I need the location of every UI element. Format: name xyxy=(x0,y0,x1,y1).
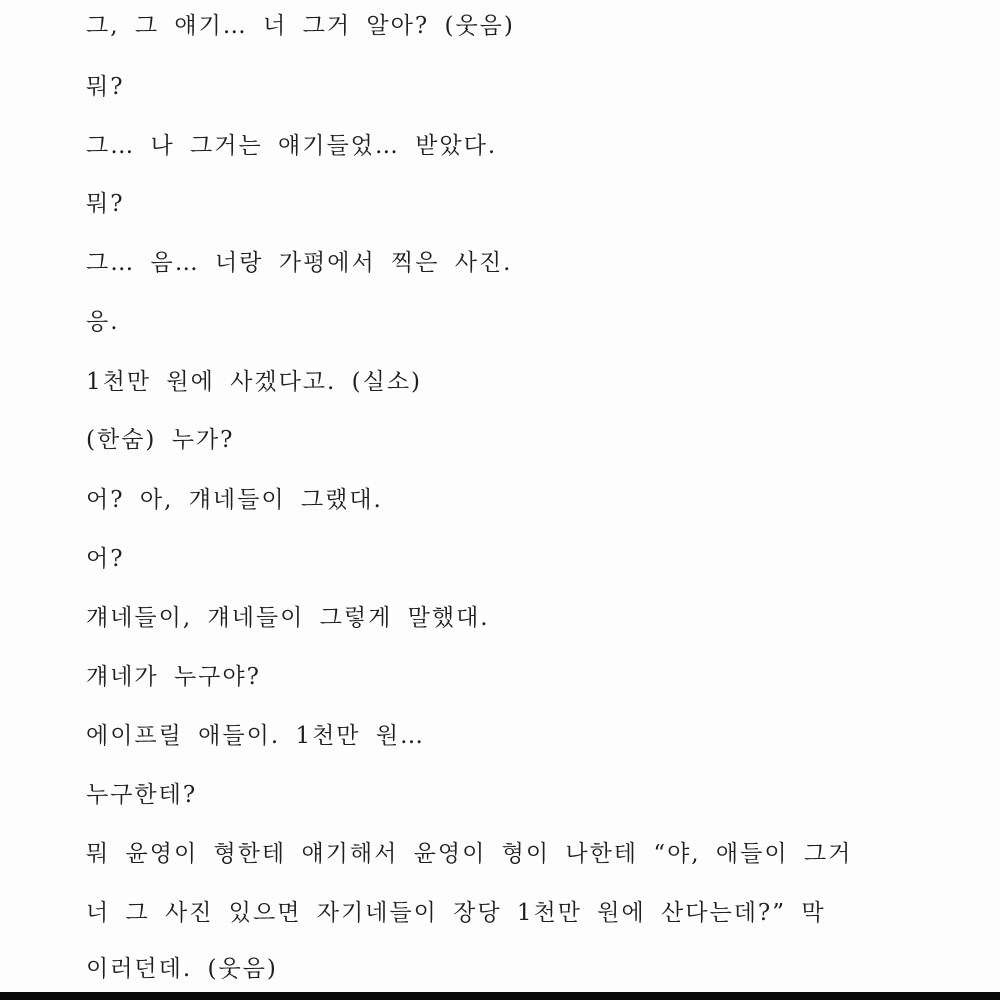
transcript-line: 어? xyxy=(86,546,125,572)
transcript-line: 뭐? xyxy=(86,74,125,100)
transcript-line: 뭐? xyxy=(86,191,125,217)
transcript-line: 너 그 사진 있으면 자기네들이 장당 1천만 원에 산다는데?” 막 xyxy=(86,900,826,926)
transcript-line: 에이프릴 애들이. 1천만 원… xyxy=(86,723,426,749)
transcript-line: 어? 아, 걔네들이 그랬대. xyxy=(86,487,383,513)
transcript-line: 이러던데. (웃음) xyxy=(86,956,278,982)
transcript-line: (한숨) 누가? xyxy=(86,427,235,453)
transcript-line: 누구한테? xyxy=(86,782,198,808)
transcript-line: 그, 그 얘기… 너 그거 알아? (웃음) xyxy=(86,13,515,39)
transcript-line: 그… 음… 너랑 가평에서 찍은 사진. xyxy=(86,250,513,276)
transcript-line: 1천만 원에 사겠다고. (실소) xyxy=(86,369,423,395)
bottom-border xyxy=(0,992,1000,1000)
transcript-line: 걔네들이, 걔네들이 그렇게 말했대. xyxy=(86,605,490,631)
transcript-line: 그… 나 그거는 얘기들었… 받았다. xyxy=(86,133,498,159)
transcript-line: 걔네가 누구야? xyxy=(86,664,261,690)
transcript-line: 응. xyxy=(86,309,120,335)
transcript-line: 뭐 윤영이 형한테 얘기해서 윤영이 형이 나한테 “야, 애들이 그거 xyxy=(86,841,853,867)
